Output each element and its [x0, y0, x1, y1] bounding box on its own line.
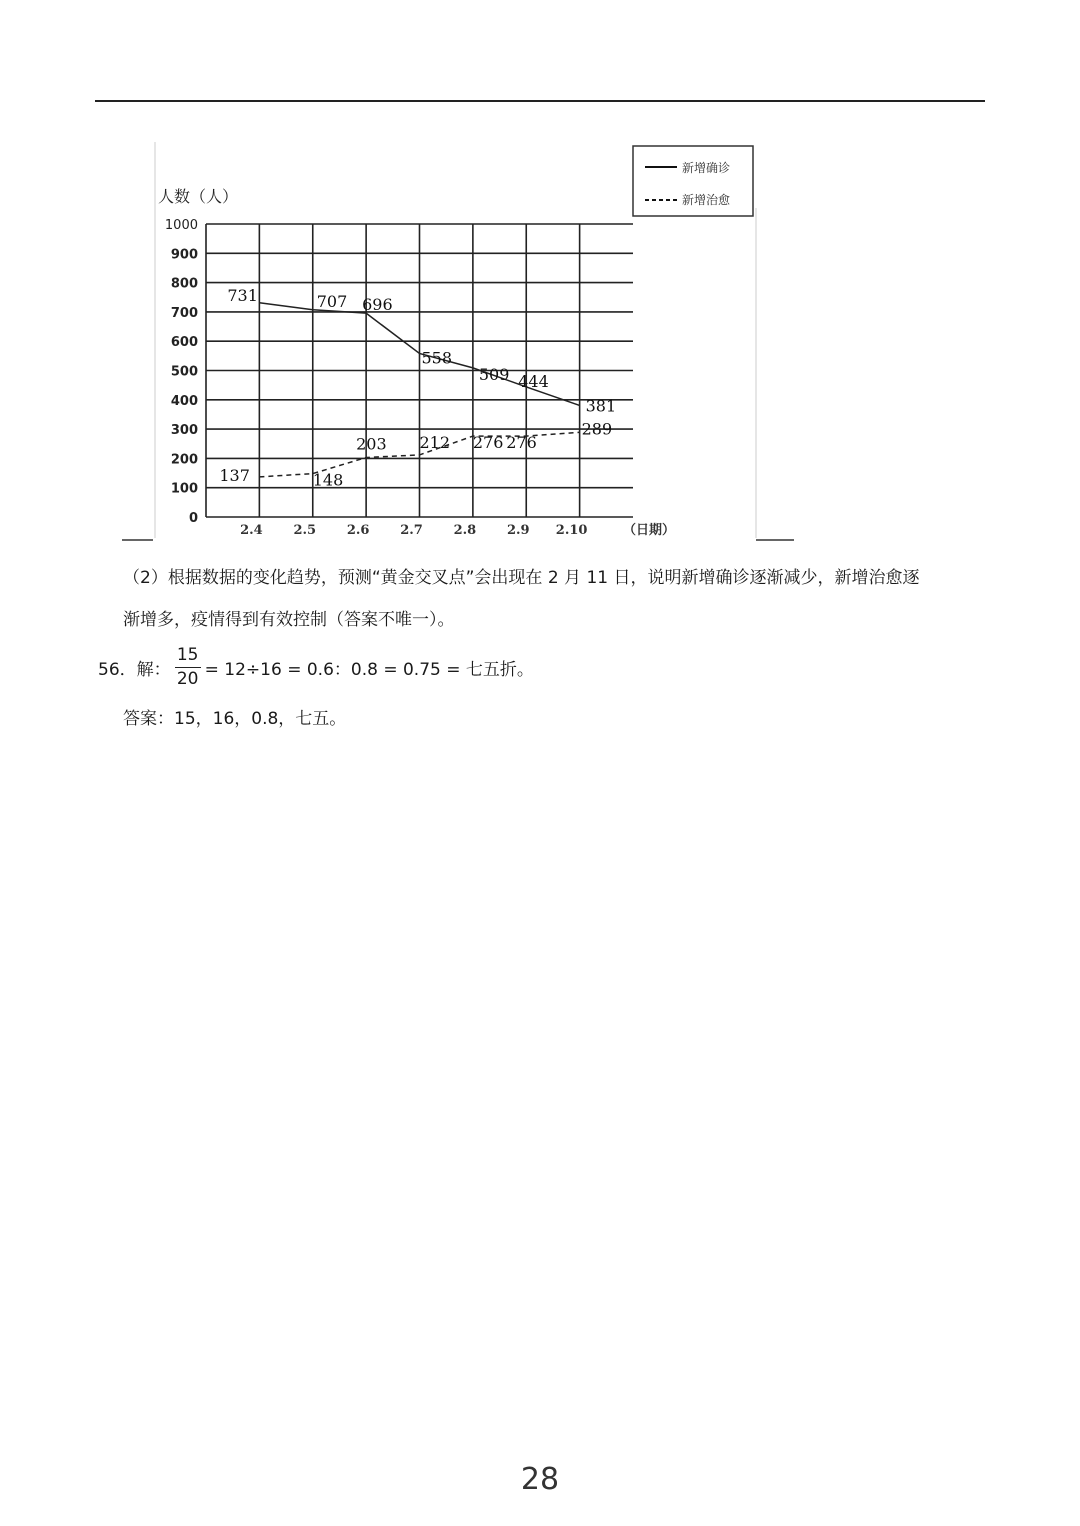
fraction-bar	[175, 667, 201, 668]
y-tick-label: 200	[170, 452, 198, 468]
y-tick-label: 300	[170, 423, 198, 439]
line-chart	[120, 138, 800, 548]
data-label: 707	[316, 291, 348, 311]
answer-paragraph-2: 渐增多，疫情得到有效控制（答案不唯一）。	[123, 610, 455, 630]
y-tick-label: 500	[170, 364, 198, 380]
x-tick-label: 2.6	[346, 523, 370, 538]
x-tick-label: 2.9	[506, 523, 530, 538]
data-label: 444	[518, 371, 549, 391]
y-tick-label: 100	[170, 481, 198, 497]
legend-label-confirmed: 新增确诊	[682, 161, 731, 175]
x-tick-label: 2.10	[555, 523, 588, 538]
y-tick-label: 800	[170, 276, 198, 292]
data-label: 509	[478, 364, 510, 384]
data-label: 558	[421, 348, 453, 368]
q56-rest: = 12÷16 = 0.6：0.8 = 0.75 = 七五折。	[204, 660, 534, 680]
y-tick-label: 0	[188, 511, 198, 526]
data-label: 289	[581, 419, 613, 439]
data-label: 696	[362, 295, 393, 315]
header-rule	[95, 100, 985, 102]
fraction-numerator: 15	[176, 645, 199, 665]
data-label: 731	[227, 285, 258, 305]
x-tick-label: 2.7	[400, 523, 423, 538]
y-tick-label: 1000	[164, 218, 198, 233]
y-axis-label: 人数（人）	[158, 187, 239, 206]
y-tick-label: 400	[170, 393, 198, 409]
chart-svg	[120, 138, 800, 548]
data-label: 276	[506, 433, 537, 453]
fraction-denominator: 20	[176, 669, 199, 689]
page-number: 28	[520, 1462, 560, 1497]
data-label: 276	[472, 433, 504, 453]
y-tick-label: 600	[170, 335, 198, 351]
fraction	[175, 646, 201, 689]
x-tick-label: 2.4	[240, 523, 263, 538]
answer-line: 答案：15，16，0.8，七五。	[123, 709, 347, 729]
answer-paragraph-1: （2）根据数据的变化趋势，预测“黄金交叉点”会出现在 2 月 11 日，说明新增确诊逐渐减少，新增治愈逐	[123, 568, 920, 588]
data-label: 381	[585, 396, 617, 416]
data-label: 148	[312, 470, 344, 490]
x-axis-label: （日期）	[623, 523, 676, 538]
question-56-solution	[98, 646, 534, 689]
x-tick-label: 2.5	[293, 523, 317, 538]
x-tick-label: 2.8	[453, 523, 477, 538]
y-tick-label: 700	[170, 305, 198, 321]
data-label: 137	[219, 465, 250, 485]
y-tick-label: 900	[170, 247, 198, 263]
data-label: 212	[419, 432, 451, 452]
q56-prefix: 56．解：	[98, 660, 171, 680]
legend-label-cured: 新增治愈	[682, 193, 731, 207]
data-label: 203	[356, 434, 387, 454]
